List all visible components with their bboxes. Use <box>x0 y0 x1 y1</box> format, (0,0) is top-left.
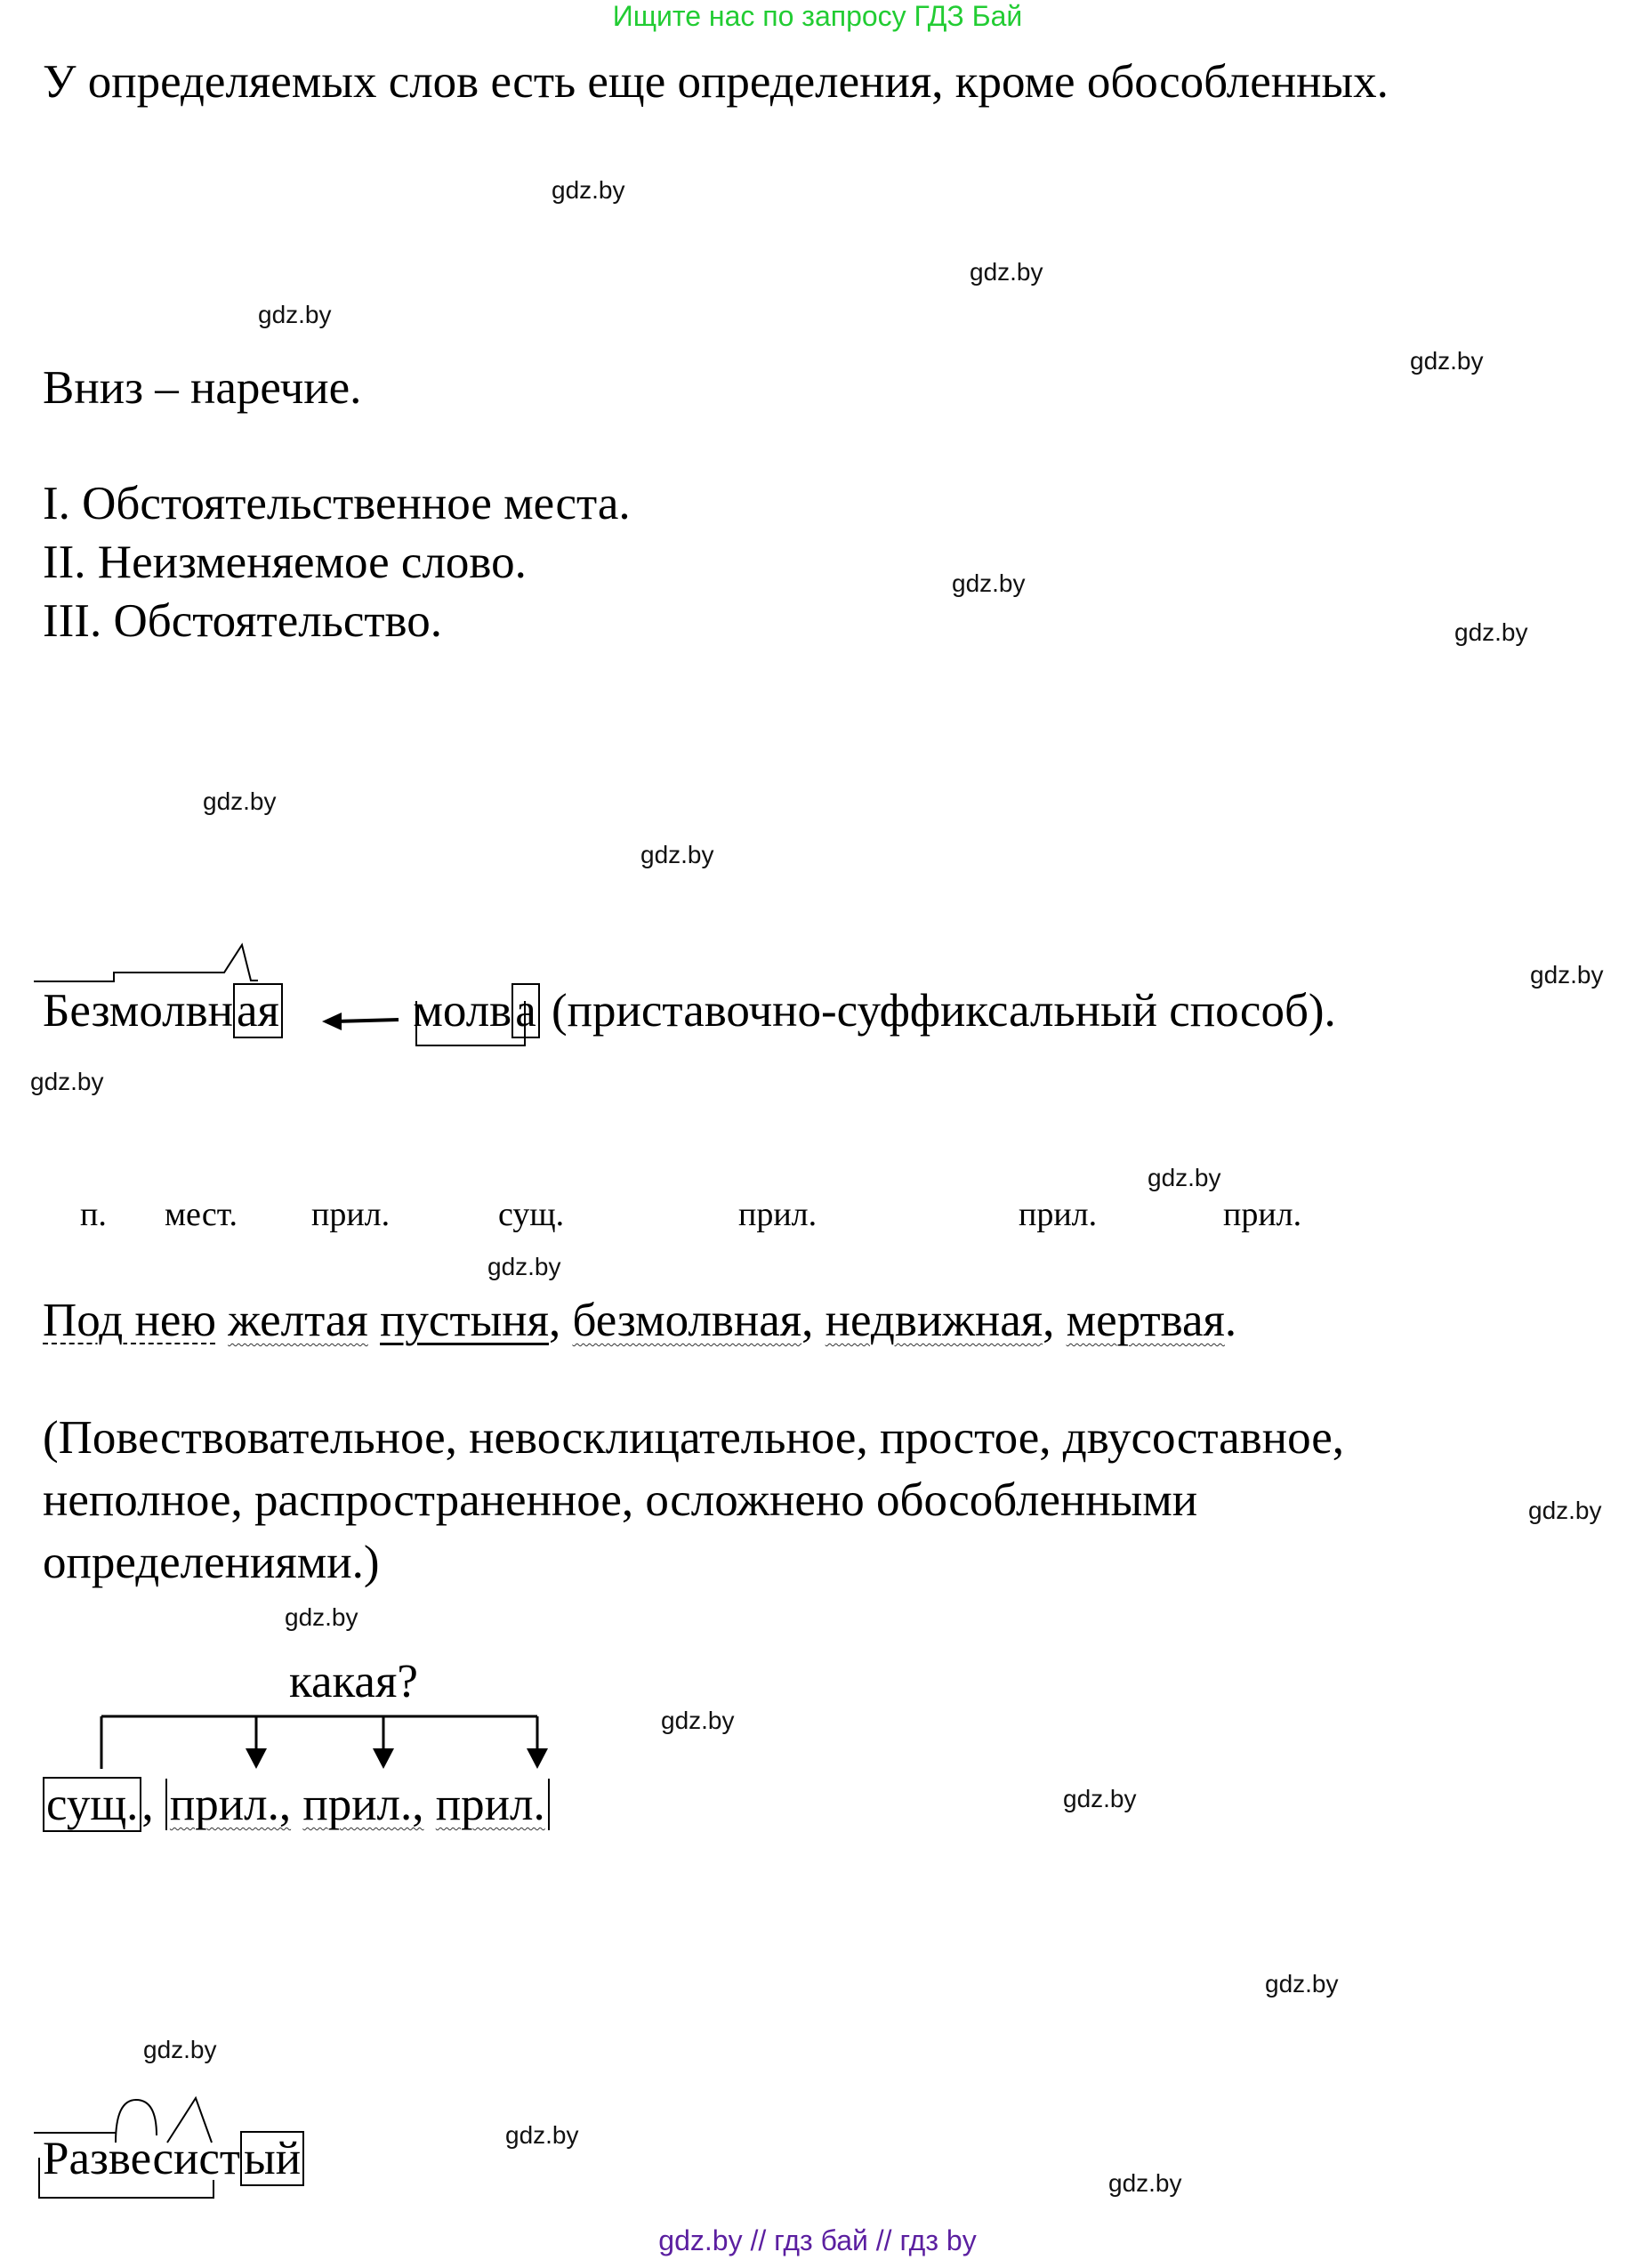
comma: , <box>1043 1295 1067 1346</box>
pos-label-2: мест. <box>165 1196 238 1233</box>
watermark: gdz.by <box>203 787 277 815</box>
watermark: gdz.by <box>285 1603 358 1631</box>
pos-label-1: п. <box>80 1196 107 1233</box>
watermark: gdz.by <box>1148 1164 1221 1191</box>
word2-ending: а <box>511 983 540 1038</box>
attribute-3: недвижная <box>825 1295 1043 1346</box>
pos-label-7: прил. <box>1223 1196 1302 1233</box>
scheme-noun: сущ. <box>43 1777 141 1832</box>
characteristics-line-3: определениями.) <box>43 1537 380 1588</box>
watermark: gdz.by <box>1454 618 1528 646</box>
scheme-adj-1: прил., <box>169 1779 292 1830</box>
attribute-2: безмолвная <box>572 1295 802 1346</box>
pos-label-6: прил. <box>1019 1196 1098 1233</box>
attribute-1: желтая <box>228 1295 368 1346</box>
pos-label-4: сущ. <box>498 1196 565 1233</box>
watermark: gdz.by <box>1530 961 1604 989</box>
final-word-stem: Развесист <box>43 2133 241 2184</box>
analysis-item-1: I. Обстоятельственное места. <box>43 478 631 529</box>
characteristics-line-2: неполное, распространенное, осложнено обособленными <box>43 1474 1198 1526</box>
comma: , <box>801 1295 826 1346</box>
pos-label-5: прил. <box>738 1196 818 1233</box>
watermark: gdz.by <box>258 301 332 328</box>
word2-root: молв <box>413 985 512 1037</box>
footer-links[interactable]: gdz.by // гдз бай // гдз by <box>658 2224 977 2256</box>
word1-stem: Безмолвн <box>43 985 233 1037</box>
watermark: gdz.by <box>1108 2169 1182 2197</box>
characteristics-line-1: (Повествовательное, невосклицательное, простое, двусоставное, <box>43 1412 1344 1464</box>
watermark: gdz.by <box>552 176 625 204</box>
scheme-comma: , <box>141 1779 154 1830</box>
watermark: gdz.by <box>952 569 1026 597</box>
watermark: gdz.by <box>1063 1785 1137 1812</box>
attribute-4: мертвая <box>1066 1295 1225 1346</box>
scheme-question: какая? <box>289 1656 418 1707</box>
word1-ending: ая <box>233 983 283 1038</box>
watermark: gdz.by <box>505 2121 579 2149</box>
subject: пустыня <box>380 1295 549 1346</box>
adverb-title: Вниз – наречие. <box>43 362 362 414</box>
watermark: gdz.by <box>1265 1970 1339 1998</box>
scheme-adj-2: прил., <box>302 1779 424 1830</box>
pos-label-3: прил. <box>311 1196 391 1233</box>
search-banner[interactable]: Ищите нас по запросу ГДЗ Бай <box>612 0 1023 32</box>
watermark: gdz.by <box>661 1707 735 1734</box>
adverbial: Под нею <box>43 1295 216 1346</box>
period: . <box>1224 1295 1237 1346</box>
watermark: gdz.by <box>30 1068 104 1095</box>
watermark: gdz.by <box>640 841 714 868</box>
comma: , <box>548 1295 573 1346</box>
watermark: gdz.by <box>143 2036 217 2063</box>
analysis-item-2: II. Неизменяемое слово. <box>43 537 527 588</box>
analysis-item-3: III. Обстоятельство. <box>43 595 442 647</box>
watermark: gdz.by <box>970 258 1043 286</box>
scheme-adj-3: прил. <box>435 1779 545 1830</box>
watermark: gdz.by <box>1410 347 1484 375</box>
final-word <box>43 2135 304 2183</box>
statement-text: У определяемых слов есть еще определения, кроме обособленных. <box>43 56 1389 108</box>
final-word-ending: ый <box>240 2131 304 2186</box>
watermark: gdz.by <box>487 1253 561 1280</box>
formation-method: (приставочно-суффиксальный способ). <box>551 985 1336 1037</box>
watermark: gdz.by <box>1528 1497 1602 1524</box>
